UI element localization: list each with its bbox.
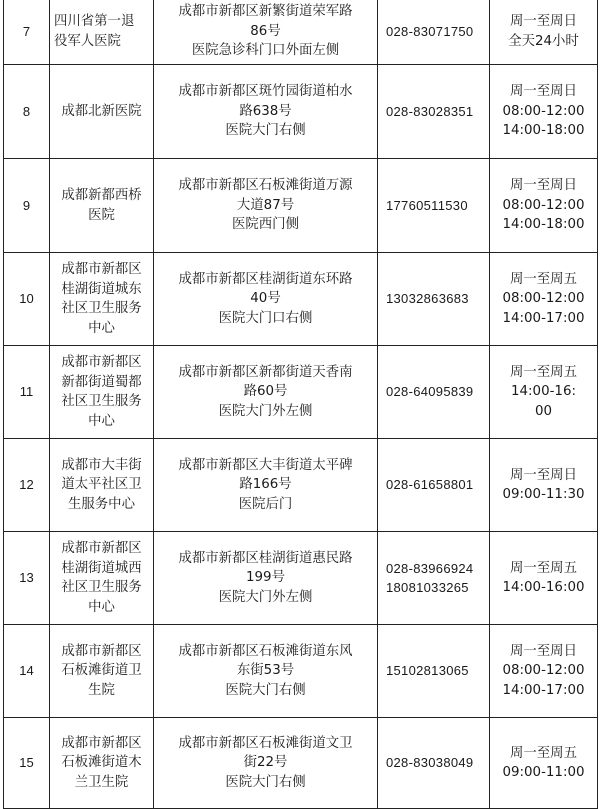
site-phone-cell bbox=[378, 159, 490, 253]
site-name-line: 生服务中心 bbox=[68, 496, 135, 512]
site-name-line: 四川省第一退 bbox=[54, 14, 135, 29]
table-row bbox=[4, 65, 598, 159]
table-row bbox=[4, 439, 598, 532]
site-phone-line: 028-83071750 bbox=[386, 23, 474, 39]
site-hours-line: 09:00-11:00 bbox=[502, 765, 585, 780]
site-name-line: 桂湖街道城西 bbox=[61, 560, 142, 576]
site-address-line: 成都市新都区石板滩街道万源 bbox=[178, 178, 353, 194]
site-address-line: 86号 bbox=[250, 23, 281, 39]
site-hours-line: 00 bbox=[534, 403, 553, 419]
site-address-line: 医院大门口右侧 bbox=[218, 310, 313, 326]
site-hours-line: 08:00-12:00 bbox=[502, 103, 585, 119]
site-name-line: 成都新都西桥 bbox=[61, 188, 142, 203]
site-address-line: 医院大门右侧 bbox=[225, 682, 306, 698]
table-row bbox=[4, 159, 598, 253]
site-name-line: 生院 bbox=[88, 682, 115, 698]
site-address-line: 医院西门侧 bbox=[232, 217, 299, 233]
site-address-line: 医院大门右侧 bbox=[225, 774, 306, 790]
site-hours-cell bbox=[490, 0, 598, 65]
site-hours-line: 周一至周日 bbox=[510, 467, 577, 483]
site-address-line: 大道87号 bbox=[236, 197, 295, 213]
site-hours-line: 周一至周五 bbox=[510, 560, 577, 576]
row-number-cell: 8 bbox=[4, 65, 50, 159]
site-address-line: 东街53号 bbox=[236, 663, 295, 679]
row-number-cell: 9 bbox=[4, 159, 50, 253]
site-name-line: 役军人医院 bbox=[54, 33, 121, 49]
site-name-line: 成都市新都区 bbox=[61, 541, 142, 556]
site-name-line: 桂湖街道城东 bbox=[61, 281, 142, 297]
site-name-line: 成都市新都区 bbox=[61, 643, 142, 659]
site-name-line: 新都街道蜀都 bbox=[61, 374, 142, 390]
site-hours-line: 全天24小时 bbox=[508, 33, 579, 49]
table-row bbox=[4, 253, 598, 346]
site-name-line: 社区卫生服务 bbox=[61, 394, 142, 409]
site-name-line: 石板滩街道卫 bbox=[61, 663, 142, 679]
site-hours-line: 周一至周五 bbox=[510, 364, 577, 380]
site-name-cell bbox=[50, 532, 154, 625]
row-number-cell: 11 bbox=[4, 346, 50, 439]
site-address-line: 成都市新都区石板滩街道文卫 bbox=[178, 735, 353, 751]
site-address-line: 路60号 bbox=[243, 384, 288, 400]
site-name-line: 成都市大丰街 bbox=[61, 457, 142, 473]
site-phone-cell bbox=[378, 253, 490, 346]
site-name-cell bbox=[50, 253, 154, 346]
site-phone-line: 028-61658801 bbox=[386, 477, 474, 493]
site-address-line: 医院后门 bbox=[238, 496, 293, 512]
site-name-line: 兰卫生院 bbox=[74, 774, 129, 790]
site-name-line: 中心 bbox=[88, 599, 115, 615]
site-hours-line: 08:00-12:00 bbox=[502, 663, 585, 679]
site-phone-line: 17760511530 bbox=[386, 197, 468, 213]
site-name-line: 社区卫生服务 bbox=[61, 580, 142, 595]
site-phone-line: 18081033265 bbox=[386, 580, 469, 595]
site-name-line: 道太平社区卫 bbox=[61, 477, 142, 493]
site-hours-line: 14:00-16:00 bbox=[502, 580, 585, 595]
site-hours-cell bbox=[490, 625, 598, 718]
site-address-line: 医院急诊科门口外面左侧 bbox=[191, 43, 340, 59]
row-number-cell: 13 bbox=[4, 532, 50, 625]
site-phone-cell bbox=[378, 718, 490, 809]
row-number-cell: 15 bbox=[4, 718, 50, 809]
site-phone-line: 13032863683 bbox=[386, 291, 469, 307]
site-name-cell bbox=[50, 439, 154, 532]
site-phone-cell bbox=[378, 625, 490, 718]
site-hours-cell bbox=[490, 253, 598, 346]
site-hours-cell bbox=[490, 159, 598, 253]
table-body bbox=[4, 0, 598, 809]
site-phone-line: 028-83028351 bbox=[386, 103, 474, 119]
site-address-line: 成都市新都区石板滩街道东风 bbox=[178, 643, 353, 659]
site-name-line: 社区卫生服务 bbox=[61, 301, 142, 316]
site-hours-line: 14:00-17:00 bbox=[502, 682, 585, 698]
site-address-cell bbox=[154, 253, 378, 346]
site-hours-line: 周一至周日 bbox=[510, 84, 577, 100]
site-phone-cell bbox=[378, 0, 490, 65]
site-hours-line: 08:00-12:00 bbox=[502, 291, 585, 307]
row-number-cell: 12 bbox=[4, 439, 50, 532]
site-address-line: 成都市新都区桂湖街道惠民路 bbox=[178, 550, 353, 566]
table-row bbox=[4, 0, 598, 65]
site-address-line: 成都市新都区大丰街道太平碑 bbox=[178, 457, 353, 473]
site-name-line: 石板滩街道木 bbox=[61, 755, 142, 771]
site-address-line: 成都市新都区新繁街道荣军路 bbox=[178, 4, 353, 20]
site-address-line: 医院大门外左侧 bbox=[218, 589, 313, 605]
site-name-line: 成都市新都区 bbox=[61, 735, 142, 751]
site-address-line: 40号 bbox=[250, 291, 281, 307]
site-address-line: 医院大门右侧 bbox=[225, 123, 306, 139]
site-address-cell bbox=[154, 346, 378, 439]
site-name-line: 中心 bbox=[88, 320, 115, 336]
site-hours-line: 周一至周五 bbox=[510, 745, 577, 761]
site-address-line: 成都市新都区新都街道天香南 bbox=[178, 364, 353, 380]
site-phone-line: 028-64095839 bbox=[386, 384, 474, 400]
site-hours-line: 08:00-12:00 bbox=[502, 197, 585, 213]
site-name-cell bbox=[50, 65, 154, 159]
site-address-cell bbox=[154, 159, 378, 253]
row-number-cell: 10 bbox=[4, 253, 50, 346]
site-address-line: 路166号 bbox=[239, 477, 292, 493]
site-name-cell bbox=[50, 159, 154, 253]
site-address-cell bbox=[154, 65, 378, 159]
site-name-line: 医院 bbox=[88, 207, 115, 223]
site-name-cell bbox=[50, 0, 154, 65]
site-name-line: 成都市新都区 bbox=[61, 355, 142, 370]
row-number-cell: 14 bbox=[4, 625, 50, 718]
site-address-line: 路638号 bbox=[239, 103, 292, 119]
site-name-cell bbox=[50, 346, 154, 439]
site-address-cell bbox=[154, 0, 378, 65]
site-hours-cell bbox=[490, 532, 598, 625]
site-phone-cell bbox=[378, 346, 490, 439]
site-hours-line: 周一至周五 bbox=[510, 271, 577, 287]
site-phone-cell bbox=[378, 65, 490, 159]
site-hours-line: 14:00-17:00 bbox=[502, 310, 585, 326]
row-number-cell: 7 bbox=[4, 0, 50, 65]
table-row bbox=[4, 346, 598, 439]
table-row bbox=[4, 718, 598, 809]
site-hours-cell bbox=[490, 346, 598, 439]
site-hours-cell bbox=[490, 65, 598, 159]
site-address-line: 成都市新都区斑竹园街道柏水 bbox=[178, 84, 353, 100]
site-name-cell bbox=[50, 718, 154, 809]
site-address-line: 199号 bbox=[246, 570, 285, 586]
site-phone-cell bbox=[378, 439, 490, 532]
site-phone-line: 028-83966924 bbox=[386, 560, 474, 576]
site-hours-line: 周一至周日 bbox=[510, 643, 577, 659]
site-address-line: 成都市新都区桂湖街道东环路 bbox=[178, 271, 353, 287]
site-address-cell bbox=[154, 439, 378, 532]
site-phone-cell bbox=[378, 532, 490, 625]
site-hours-line: 14:00-18:00 bbox=[502, 217, 585, 233]
site-phone-line: 15102813065 bbox=[386, 663, 469, 679]
site-address-line: 医院大门外左侧 bbox=[218, 403, 313, 419]
table-row bbox=[4, 625, 598, 718]
site-name-line: 中心 bbox=[88, 413, 115, 429]
site-phone-line: 028-83038049 bbox=[386, 755, 474, 771]
site-address-cell bbox=[154, 718, 378, 809]
site-hours-line: 周一至周日 bbox=[510, 178, 577, 194]
site-hours-cell bbox=[490, 718, 598, 809]
testing-sites-table bbox=[3, 0, 598, 809]
site-hours-line: 09:00-11:30 bbox=[502, 487, 585, 502]
site-address-cell bbox=[154, 625, 378, 718]
site-hours-line: 周一至周日 bbox=[510, 14, 577, 29]
site-name-line: 成都市新都区 bbox=[61, 262, 142, 277]
site-hours-line: 14:00-18:00 bbox=[502, 123, 585, 139]
site-name-line: 成都北新医院 bbox=[61, 103, 142, 119]
site-address-line: 街22号 bbox=[243, 755, 288, 771]
table-row bbox=[4, 532, 598, 625]
site-hours-cell bbox=[490, 439, 598, 532]
site-hours-line: 14:00-16: bbox=[511, 384, 576, 400]
site-name-cell bbox=[50, 625, 154, 718]
site-address-cell bbox=[154, 532, 378, 625]
